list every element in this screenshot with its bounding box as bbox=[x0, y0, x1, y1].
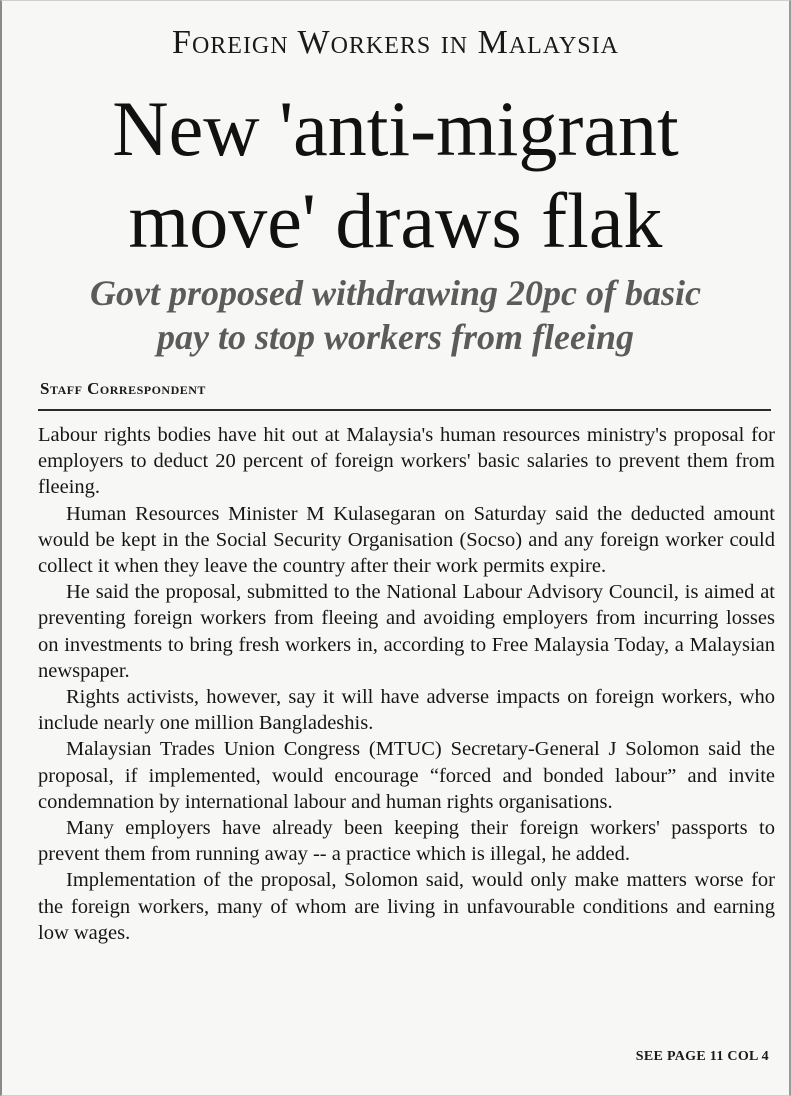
paragraph: He said the proposal, submitted to the National Labour Advisory Council, is aimed at preventing foreign workers from fleeing and avoiding employers from incurring losses on investments to bring fresh workers in, according to Free Malaysia Today, a Malaysian newspaper. bbox=[38, 581, 775, 682]
paragraph: Malaysian Trades Union Congress (MTUC) Secretary-General J Solomon said the proposal, if implemented, would encourage “forced and bonded labour” and invite condemnation by international labour and human rights organisations. bbox=[38, 738, 775, 813]
headline-line-2: move' draws flak bbox=[128, 177, 663, 264]
subheadline-line-2: pay to stop workers from fleeing bbox=[157, 317, 634, 357]
paragraph: Rights activists, however, say it will have adverse impacts on foreign workers, who include nearly one million Bangladeshis. bbox=[38, 686, 775, 735]
paragraph: Implementation of the proposal, Solomon said, would only make matters worse for the foreign workers, many of whom are living in unfavourable conditions and earning low wages. bbox=[38, 869, 775, 944]
paragraph: Labour rights bodies have hit out at Malaysia's human resources ministry's proposal for employers to deduct 20 percent of foreign workers' basic salaries to prevent them from fleeing. bbox=[38, 424, 775, 499]
byline: Staff Correspondent bbox=[40, 379, 206, 398]
subheadline-line-1: Govt proposed withdrawing 20pc of basic bbox=[89, 273, 701, 313]
continuation-note: SEE PAGE 11 COL 4 bbox=[635, 1049, 769, 1064]
headline bbox=[2, 83, 789, 267]
paragraph: Human Resources Minister M Kulasegaran on Saturday said the deducted amount would be kept in the Social Security Organisation (Socso) and any foreign worker could collect it when they leave the country after their work permits expire. bbox=[38, 502, 775, 578]
byline-divider bbox=[38, 409, 771, 411]
headline-line-1: New 'anti-migrant bbox=[112, 85, 679, 172]
paragraph: Many employers have already been keeping their foreign workers' passports to prevent them from running away -- a practice which is illegal, he added. bbox=[38, 817, 775, 866]
section-kicker: Foreign Workers in Malaysia bbox=[172, 24, 619, 61]
subheadline bbox=[2, 271, 789, 359]
article-body bbox=[38, 422, 775, 946]
